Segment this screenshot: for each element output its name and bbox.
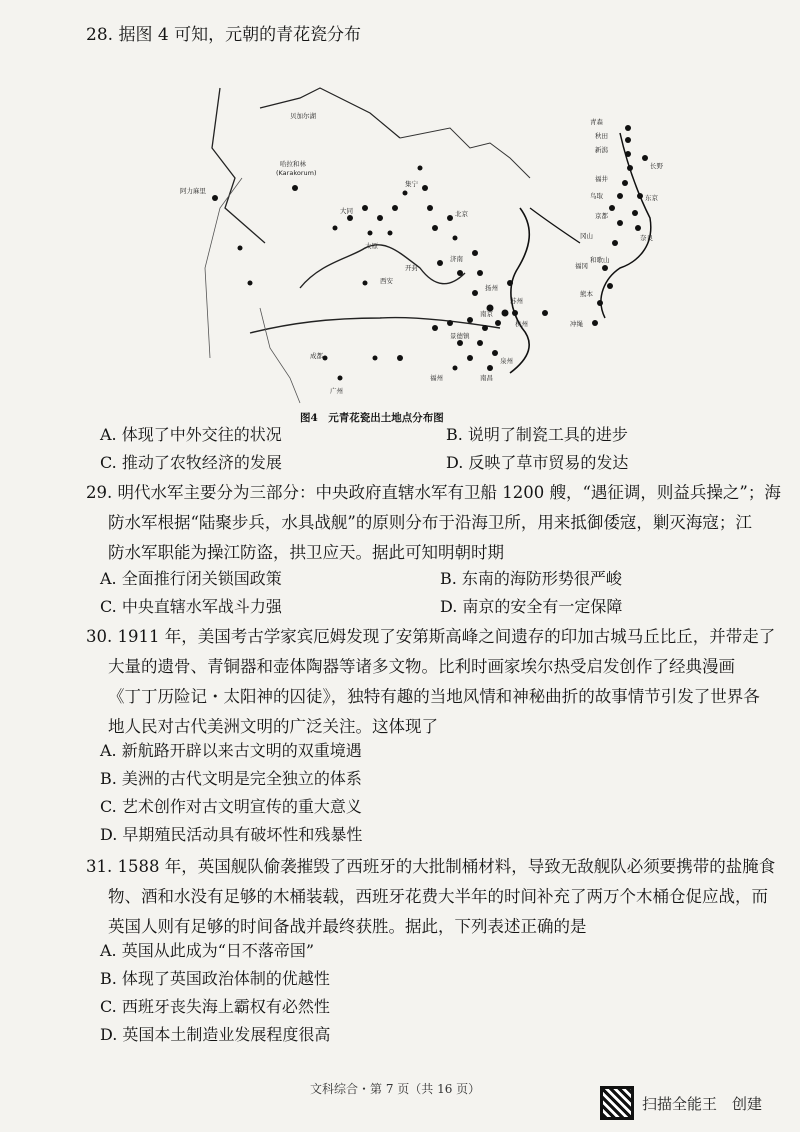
site-label: 南昌 (480, 374, 493, 382)
q30-line-2: 大量的遗骨、青铜器和壶体陶器等诸多文物。比利时画家埃尔热受启发创作了经典漫画 (108, 657, 735, 676)
q30-option-c[interactable]: C. 艺术创作对古文明宣传的重大意义 (100, 797, 362, 816)
label-karakorum-en: (Karakorum) (276, 169, 317, 177)
q30-line-3: 《丁丁历险记・太阳神的囚徒》，独特有趣的当地风情和神秘曲折的故事情节引发了世界各 (108, 687, 760, 706)
q29-line-1: 29. 明代水军主要分为三部分：中央政府直辖水军有卫船 1200 艘，“遇征调，则益兵操之”；海 (86, 483, 781, 502)
site-label: 福州 (430, 374, 443, 382)
site-dots-west (212, 166, 458, 286)
q29-line-3: 防水军职能为操江防盗，拱卫应天。据此可知明朝时期 (108, 543, 504, 562)
q28-option-b[interactable]: B. 说明了制瓷工具的进步 (446, 425, 628, 444)
site-label: 秋田 (595, 132, 608, 140)
scanner-watermark (600, 1086, 762, 1120)
site-label: 奈良 (640, 234, 653, 242)
northern-border-line (400, 128, 530, 178)
q31-line-1: 31. 1588 年，英国舰队偷袭摧毁了西班牙的大批制桶材料，导致无敌舰队必须要携带的盐腌食 (86, 857, 776, 876)
q31-option-b[interactable]: B. 体现了英国政治体制的优越性 (100, 969, 330, 988)
site-label: 泉州 (500, 357, 513, 365)
q28-option-d[interactable]: D. 反映了草市贸易的发达 (446, 453, 629, 472)
lake-baikal-outline (260, 88, 400, 138)
site-label: 广州 (330, 387, 343, 395)
site-label: 太原 (365, 242, 378, 250)
yangtze-river-line (250, 317, 500, 333)
label-karakorum: 哈拉和林 (280, 160, 306, 168)
q29-option-b[interactable]: B. 东南的海防形势很严峻 (440, 569, 622, 588)
site-label: 福井 (595, 175, 608, 183)
question-28-title: 28. 据图 4 可知，元朝的青花瓷分布 (86, 25, 362, 45)
site-label: 开封 (405, 264, 418, 272)
map-figure (150, 58, 670, 408)
southwest-river-line (260, 308, 300, 403)
western-river-line (205, 178, 242, 358)
label-lake-baikal: 贝加尔湖 (290, 112, 316, 120)
site-label: 北京 (455, 210, 468, 218)
china-coastline (510, 208, 529, 373)
page-footer: 文科综合・第 7 页（共 16 页） (310, 1082, 481, 1096)
site-label: 鸟取 (590, 192, 603, 200)
site-label: 景德镇 (450, 332, 470, 340)
q30-line-4: 地人民对古代美洲文明的广泛关注。这体现了 (108, 717, 438, 736)
q28-option-a[interactable]: A. 体现了中外交往的状况 (100, 425, 282, 444)
q30-line-1: 30. 1911 年，美国考古学家宾厄姆发现了安第斯高峰之间遗存的印加古城马丘比丘，并带走了 (86, 627, 776, 646)
q30-option-d[interactable]: D. 早期殖民活动具有破坏性和残暴性 (100, 825, 363, 844)
q29-option-c[interactable]: C. 中央直辖水军战斗力强 (100, 597, 282, 616)
q29-option-a[interactable]: A. 全面推行闭关锁国政策 (100, 569, 282, 588)
question-30-stem (86, 622, 786, 742)
site-label: 大同 (340, 207, 353, 215)
site-label: 青森 (590, 118, 603, 126)
q31-option-a[interactable]: A. 英国从此成为“日不落帝国” (100, 941, 315, 960)
korea-coastline (530, 208, 580, 243)
q29-option-d[interactable]: D. 南京的安全有一定保障 (440, 597, 623, 616)
q31-option-d[interactable]: D. 英国本土制造业发展程度很高 (100, 1025, 331, 1044)
site-label: 杭州 (515, 320, 528, 328)
site-label: 熊本 (580, 290, 593, 298)
q31-line-2: 物、酒和水没有足够的木桶装载，西班牙花费大半年的时间补充了两万个木桶仓促应战，而 (108, 887, 768, 906)
site-label: 集宁 (405, 180, 418, 188)
site-label: 京都 (595, 212, 608, 220)
northwest-boundary-line (212, 88, 265, 243)
site-label: 东京 (645, 194, 658, 202)
q30-option-a[interactable]: A. 新航路开辟以来古文明的双重境遇 (100, 741, 362, 760)
site-label: 新潟 (595, 146, 608, 154)
site-label: 阿力麻里 (180, 187, 206, 195)
q31-option-c[interactable]: C. 西班牙丧失海上霸权有必然性 (100, 997, 330, 1016)
site-label: 和歌山 (590, 256, 610, 264)
site-label: 成都 (310, 352, 323, 360)
q29-line-2: 防水军根据“陆聚步兵，水具战舰”的原则分布于沿海卫所，用来抵御倭寇，剿灭海寇；江 (108, 513, 752, 532)
q30-option-b[interactable]: B. 美洲的古代文明是完全独立的体系 (100, 769, 362, 788)
qr-code-icon (600, 1086, 634, 1120)
site-label: 西安 (380, 277, 393, 285)
site-label: 苏州 (510, 297, 523, 305)
site-label: 冈山 (580, 232, 593, 240)
q31-line-3: 英国人则有足够的时间备战并最终获胜。据此，下列表述正确的是 (108, 917, 587, 936)
yuan-porcelain-map (150, 58, 670, 408)
question-31-stem (86, 852, 786, 942)
site-label: 济南 (450, 255, 463, 263)
q28-option-c[interactable]: C. 推动了农牧经济的发展 (100, 453, 282, 472)
japan-coastline (601, 133, 651, 318)
site-label: 福冈 (575, 262, 588, 270)
site-label: 长野 (650, 162, 663, 170)
site-dots-japan (592, 125, 648, 326)
site-dots-china-east (323, 250, 549, 381)
watermark-text: 扫描全能王 创建 (642, 1094, 763, 1113)
map-caption: 图4 元青花瓷出土地点分布图 (300, 412, 444, 424)
site-label: 南京 (480, 310, 493, 318)
site-label: 扬州 (485, 284, 498, 292)
question-29-stem (86, 478, 786, 568)
site-label: 冲绳 (570, 320, 583, 328)
